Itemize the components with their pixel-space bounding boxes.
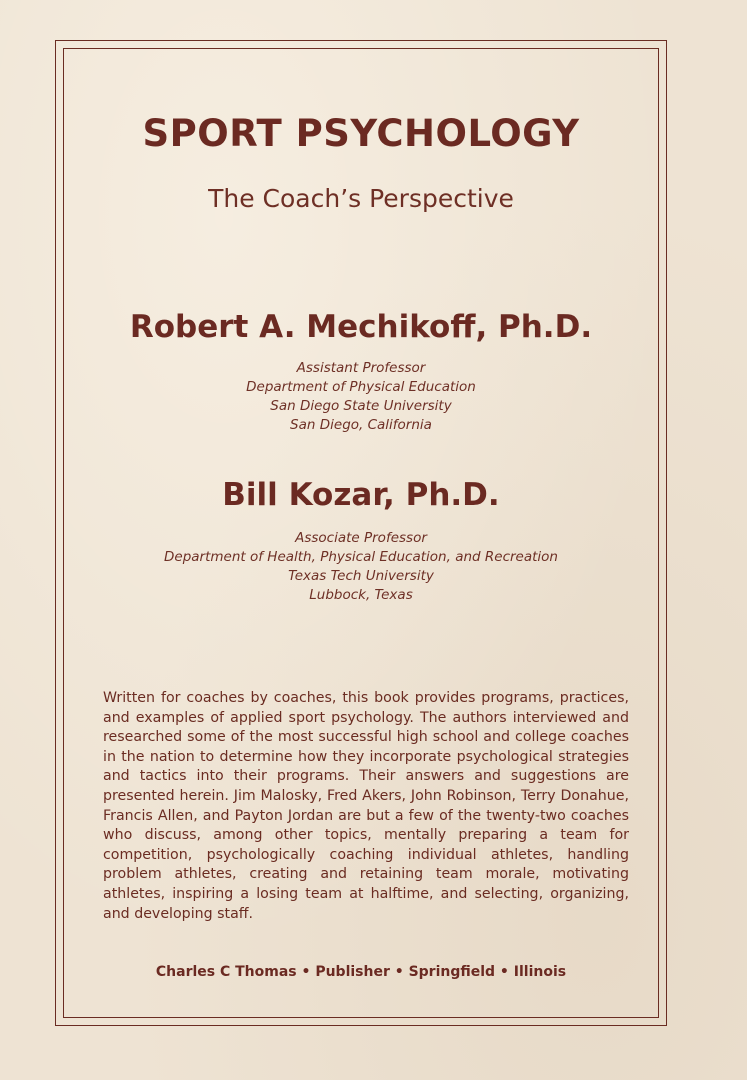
author-affiliation-1 — [63, 359, 659, 435]
affiliation-line: Assistant Professor — [296, 360, 426, 376]
affiliation-line: Lubbock, Texas — [309, 587, 413, 603]
author-name-2: Bill Kozar, Ph.D. — [222, 477, 500, 513]
book-title: SPORT PSYCHOLOGY — [142, 112, 580, 155]
affiliation-line: Department of Health, Physical Education, and Recreation — [164, 549, 558, 565]
author-name-1: Robert A. Mechikoff, Ph.D. — [129, 309, 593, 345]
book-subtitle: The Coach’s Perspective — [208, 184, 514, 213]
affiliation-line: San Diego, California — [290, 417, 432, 433]
affiliation-line: Texas Tech University — [288, 568, 434, 584]
affiliation-line: Department of Physical Education — [246, 379, 476, 395]
publisher-line: Charles C Thomas • Publisher • Springfield • Illinois — [155, 964, 567, 980]
affiliation-line: San Diego State University — [270, 398, 452, 414]
book-description: Written for coaches by coaches, this book provides programs, practices, and examples of applied sport psychology. The authors interviewed and researched some of the most successful high school and college coaches in the nation to determine how they incorporate psychological strategies and tactics into their programs. Their answers and suggestions are presented herein. Jim Malosky, Fred Akers, John Robinson, Terry Donahue, Francis Allen, and Payton Jordan are but a few of the twenty-two coaches who discuss, among other topics, mentally preparing a team for competition, psychologically coaching individual athletes, handling problem athletes, creating and retaining team morale, motivating athletes, inspiring a losing team at halftime, and selecting, organizing, and developing staff. — [103, 690, 629, 922]
author-affiliation-2 — [63, 529, 659, 605]
affiliation-line: Associate Professor — [295, 530, 427, 546]
